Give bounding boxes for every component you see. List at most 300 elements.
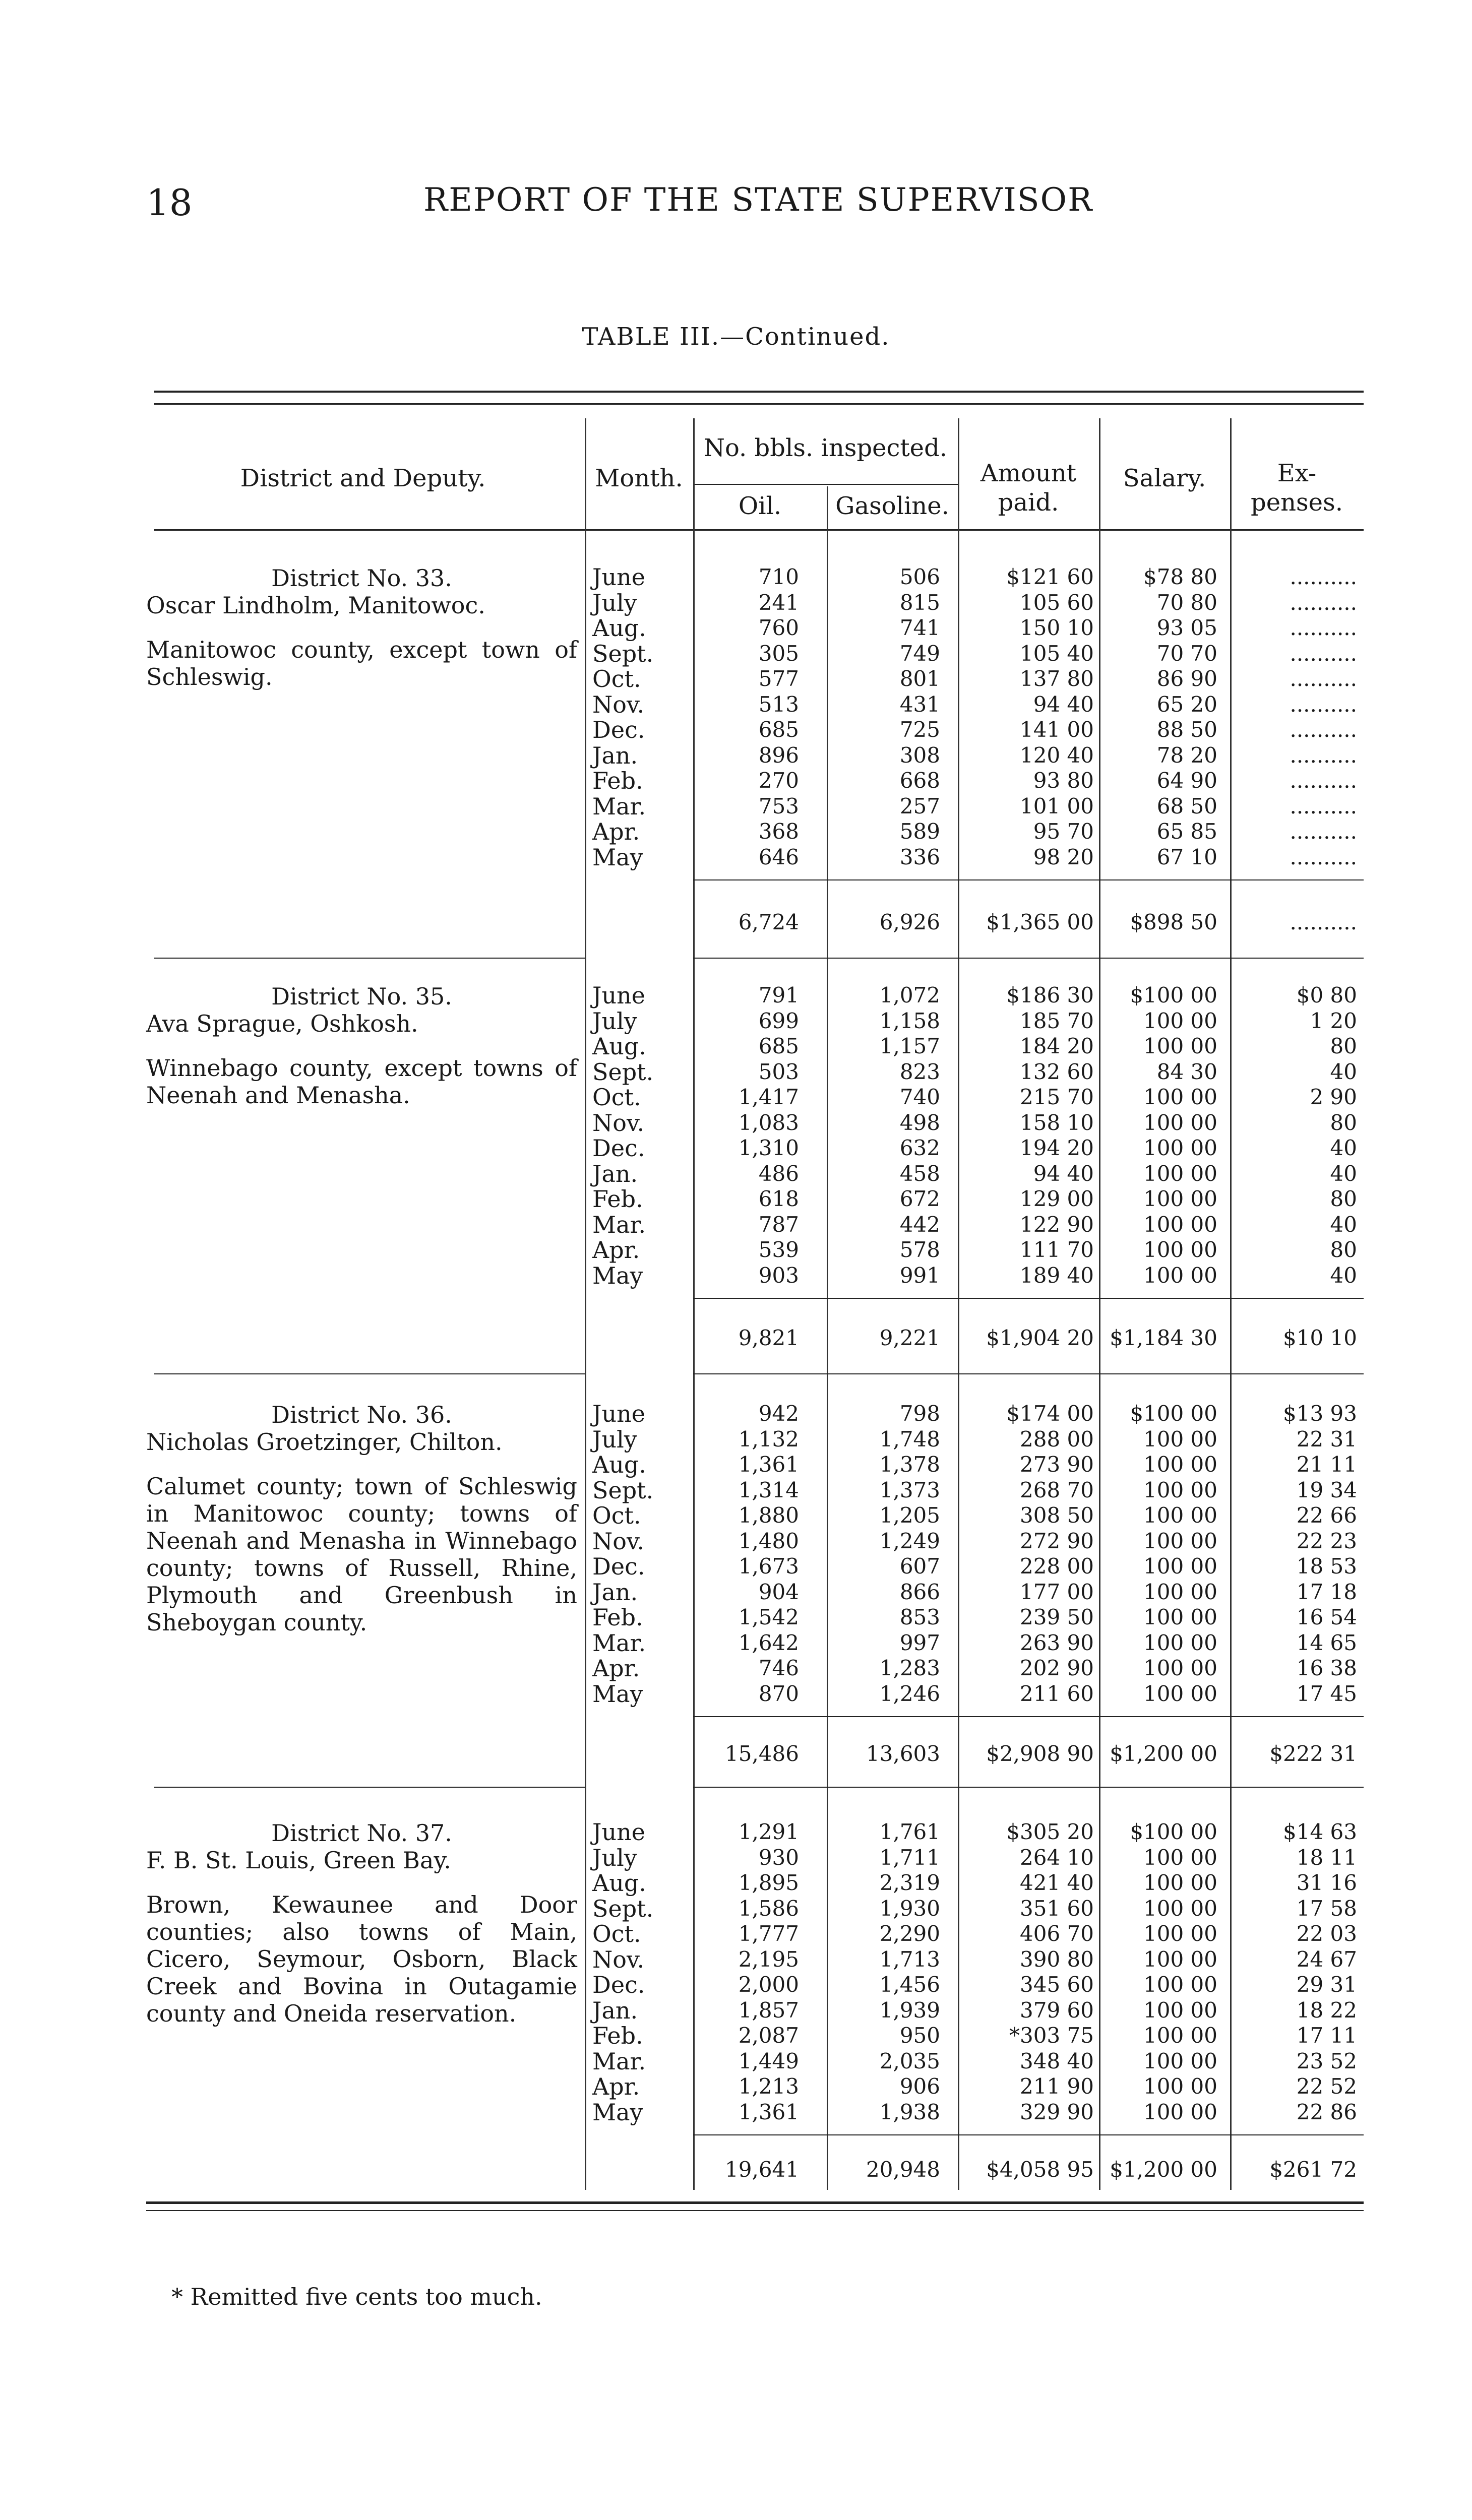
oil-cell: 903 — [758, 1263, 799, 1288]
gasoline-column — [827, 1819, 940, 2125]
amount-cell: 105 60 — [1020, 590, 1094, 615]
header-gasoline: Gasoline. — [835, 492, 949, 520]
gasoline-cell: 801 — [899, 666, 940, 691]
month: Oct. — [592, 1084, 641, 1111]
salary-cell: 67 10 — [1156, 844, 1217, 869]
expenses-cell: 22 66 — [1296, 1503, 1357, 1528]
oil-cell: 241 — [758, 590, 799, 615]
district-name: District No. 37. — [271, 1819, 452, 1847]
oil-cell: 646 — [758, 844, 799, 869]
amount-cell: 202 90 — [1020, 1656, 1094, 1680]
expenses-cell: 22 52 — [1296, 2074, 1357, 2099]
month: Dec. — [592, 716, 645, 743]
oil-cell: 1,310 — [738, 1136, 799, 1160]
gasoline-cell: 950 — [899, 2023, 940, 2048]
gasoline-cell: 823 — [899, 1059, 940, 1084]
expenses-cell: 21 11 — [1296, 1452, 1357, 1477]
expenses-cell: 17 45 — [1296, 1681, 1357, 1706]
month: July — [592, 1425, 637, 1453]
expenses-cell: 18 11 — [1296, 1845, 1357, 1870]
col-line-month — [585, 418, 586, 2190]
gasoline-cell: 336 — [899, 844, 940, 869]
month: Jan. — [592, 1996, 638, 2024]
month: Sept. — [592, 1476, 654, 1504]
salary-cell: 100 00 — [1143, 2048, 1217, 2073]
oil-cell: 618 — [758, 1186, 799, 1211]
total-salary: $1,200 00 — [1110, 1741, 1217, 1766]
expenses-cell: 23 52 — [1296, 2048, 1357, 2073]
salary-cell: 100 00 — [1143, 1605, 1217, 1629]
gasoline-cell: 431 — [899, 691, 940, 717]
salary-cell: 100 00 — [1143, 1528, 1217, 1553]
salary-column — [1101, 1401, 1217, 1707]
totals-rule — [693, 1716, 1364, 1717]
amount-cell: 194 20 — [1020, 1136, 1094, 1160]
oil-cell: 270 — [758, 768, 799, 793]
salary-cell: 100 00 — [1143, 1870, 1217, 1895]
expenses-cell: 17 11 — [1296, 2023, 1357, 2048]
salary-cell: 100 00 — [1143, 1997, 1217, 2023]
oil-cell: 699 — [758, 1008, 799, 1033]
month: June — [592, 982, 645, 1009]
salary-cell: $100 00 — [1130, 1819, 1217, 1844]
amount-column — [955, 1401, 1094, 1707]
amount-cell: 184 20 — [1020, 1034, 1094, 1058]
gasoline-cell: 2,290 — [879, 1921, 940, 1946]
total-salary: $1,184 30 — [1110, 1326, 1217, 1350]
col-line-salary — [1099, 418, 1100, 2190]
salary-cell: 100 00 — [1143, 1452, 1217, 1477]
gasoline-cell: 632 — [899, 1136, 940, 1160]
total-amount: $1,365 00 — [986, 910, 1094, 934]
salary-cell: 100 00 — [1143, 1085, 1217, 1109]
district-block — [146, 564, 577, 690]
amount-cell: 215 70 — [1020, 1085, 1094, 1109]
gasoline-cell: 257 — [899, 793, 940, 818]
expenses-cell: 80 — [1330, 1186, 1357, 1211]
oil-cell: 539 — [758, 1237, 799, 1262]
header-expenses-line2: penses. — [1251, 488, 1343, 517]
gasoline-cell: 1,373 — [879, 1477, 940, 1502]
month: Jan. — [592, 1578, 638, 1606]
table-top-rule-2 — [154, 403, 1364, 405]
oil-cell: 1,314 — [738, 1477, 799, 1502]
amount-cell: 288 00 — [1020, 1426, 1094, 1452]
salary-cell: 70 80 — [1156, 590, 1217, 615]
expenses-cell: 24 67 — [1296, 1946, 1357, 1972]
oil-cell: 760 — [758, 615, 799, 640]
header-district: District and Deputy. — [240, 464, 486, 492]
oil-column — [693, 983, 799, 1288]
oil-cell: 1,083 — [738, 1110, 799, 1135]
expenses-cell: 40 — [1330, 1136, 1357, 1160]
amount-column — [955, 564, 1094, 870]
district-name: District No. 35. — [271, 983, 452, 1010]
expenses-cell: 80 — [1330, 1110, 1357, 1135]
gasoline-cell: 1,456 — [879, 1972, 940, 1997]
salary-cell: 100 00 — [1143, 1845, 1217, 1870]
gasoline-cell: 1,072 — [879, 983, 940, 1007]
expenses-cell: 40 — [1330, 1212, 1357, 1237]
amount-cell: 379 60 — [1020, 1997, 1094, 2023]
salary-cell: 65 20 — [1156, 691, 1217, 717]
oil-cell: 1,895 — [738, 1870, 799, 1895]
totals-rule — [693, 1298, 1364, 1299]
oil-column — [693, 1819, 799, 2125]
month: Dec. — [592, 1553, 645, 1580]
salary-cell: 100 00 — [1143, 1579, 1217, 1604]
expenses-cell: 18 22 — [1296, 1997, 1357, 2023]
salary-cell: $100 00 — [1130, 983, 1217, 1007]
month: Feb. — [592, 767, 643, 794]
deputy-name: Nicholas Groetzinger, Chilton. — [146, 1428, 503, 1456]
deputy-name: Oscar Lindholm, Manitowoc. — [146, 592, 485, 619]
expenses-cell: .......... — [1290, 615, 1357, 640]
amount-cell: *303 75 — [1009, 2023, 1094, 2048]
salary-cell: 100 00 — [1143, 1630, 1217, 1655]
salary-cell: 100 00 — [1143, 1656, 1217, 1680]
month: Apr. — [592, 818, 640, 845]
month: Nov. — [592, 1109, 645, 1137]
expenses-cell: 1 20 — [1310, 1008, 1357, 1033]
expenses-cell: .......... — [1290, 717, 1357, 742]
month: Nov. — [592, 1527, 645, 1555]
gasoline-cell: 498 — [899, 1110, 940, 1135]
salary-cell: 70 70 — [1156, 641, 1217, 666]
expenses-cell: 22 31 — [1296, 1426, 1357, 1452]
amount-cell: 390 80 — [1020, 1946, 1094, 1972]
amount-cell: 158 10 — [1020, 1110, 1094, 1135]
salary-cell: 100 00 — [1143, 1972, 1217, 1997]
total-gasoline: 20,948 — [866, 2157, 940, 2182]
oil-cell: 1,480 — [738, 1528, 799, 1553]
gasoline-cell: 1,283 — [879, 1656, 940, 1680]
amount-cell: 351 60 — [1020, 1896, 1094, 1921]
total-amount: $1,904 20 — [986, 1326, 1094, 1350]
oil-cell: 753 — [758, 793, 799, 818]
total-salary: $1,200 00 — [1110, 2157, 1217, 2182]
salary-cell: 100 00 — [1143, 1034, 1217, 1058]
salary-cell: 100 00 — [1143, 1554, 1217, 1579]
month-column — [592, 1819, 683, 2125]
month: Oct. — [592, 665, 641, 692]
month: Aug. — [592, 1451, 646, 1478]
expenses-cell: .......... — [1290, 793, 1357, 818]
amount-cell: 308 50 — [1020, 1503, 1094, 1528]
expenses-cell: 31 16 — [1296, 1870, 1357, 1895]
expenses-cell: .......... — [1290, 819, 1357, 844]
expenses-cell: 14 65 — [1296, 1630, 1357, 1655]
district-territory: Manitowoc county, except town of Schleswig. — [146, 636, 577, 690]
amount-cell: 272 90 — [1020, 1528, 1094, 1553]
salary-column — [1101, 983, 1217, 1288]
month: May — [592, 1262, 643, 1289]
salary-cell: 100 00 — [1143, 1477, 1217, 1502]
gasoline-cell: 866 — [899, 1579, 940, 1604]
month: Jan. — [592, 1160, 638, 1187]
oil-cell: 942 — [758, 1401, 799, 1426]
gasoline-cell: 997 — [899, 1630, 940, 1655]
amount-cell: 101 00 — [1020, 793, 1094, 818]
salary-cell: 100 00 — [1143, 1426, 1217, 1452]
month-column — [592, 983, 683, 1288]
table-bottom-rule-2 — [146, 2210, 1364, 2211]
gasoline-cell: 1,748 — [879, 1426, 940, 1452]
expenses-cell: $14 63 — [1283, 1819, 1357, 1844]
expenses-cell: .......... — [1290, 590, 1357, 615]
salary-cell: 100 00 — [1143, 2074, 1217, 2099]
gasoline-cell: 798 — [899, 1401, 940, 1426]
amount-cell: 189 40 — [1020, 1263, 1094, 1288]
month: Mar. — [592, 792, 646, 820]
month: Nov. — [592, 690, 645, 718]
page-number: 18 — [146, 181, 193, 224]
gasoline-cell: 1,249 — [879, 1528, 940, 1553]
gasoline-cell: 607 — [899, 1554, 940, 1579]
amount-column — [955, 1819, 1094, 2125]
amount-cell: 273 90 — [1020, 1452, 1094, 1477]
gasoline-cell: 1,938 — [879, 2099, 940, 2124]
oil-column — [693, 1401, 799, 1707]
totals-rule — [693, 2134, 1364, 2135]
month: July — [592, 589, 637, 616]
gasoline-cell: 725 — [899, 717, 940, 742]
expenses-cell: .......... — [1290, 742, 1357, 768]
salary-cell: 100 00 — [1143, 1896, 1217, 1921]
gasoline-cell: 458 — [899, 1161, 940, 1186]
salary-cell: 93 05 — [1156, 615, 1217, 640]
amount-cell: $186 30 — [1006, 983, 1094, 1007]
amount-cell: 137 80 — [1020, 666, 1094, 691]
gasoline-cell: 853 — [899, 1605, 940, 1629]
amount-cell: 129 00 — [1020, 1186, 1094, 1211]
month: May — [592, 1680, 643, 1708]
month: June — [592, 563, 645, 591]
gasoline-cell: 308 — [899, 742, 940, 768]
month: Oct. — [592, 1502, 641, 1529]
oil-cell: 896 — [758, 742, 799, 768]
oil-cell: 1,291 — [738, 1819, 799, 1844]
total-gasoline: 6,926 — [879, 910, 940, 934]
amount-cell: 105 40 — [1020, 641, 1094, 666]
expenses-cell: 2 90 — [1310, 1085, 1357, 1109]
oil-cell: 1,857 — [738, 1997, 799, 2023]
expenses-cell: 40 — [1330, 1059, 1357, 1084]
gasoline-cell: 815 — [899, 590, 940, 615]
oil-cell: 787 — [758, 1212, 799, 1237]
oil-cell: 930 — [758, 1845, 799, 1870]
district-separator — [154, 1373, 585, 1374]
district-name: District No. 33. — [271, 564, 452, 592]
district-separator — [693, 1373, 1364, 1374]
oil-cell: 1,880 — [738, 1503, 799, 1528]
gasoline-cell: 2,319 — [879, 1870, 940, 1895]
expenses-cell: 80 — [1330, 1034, 1357, 1058]
month: Apr. — [592, 1655, 640, 1682]
month: May — [592, 843, 643, 871]
month: Dec. — [592, 1971, 645, 1998]
salary-cell: 100 00 — [1143, 1681, 1217, 1706]
expenses-column — [1230, 1819, 1357, 2125]
month: Mar. — [592, 2047, 646, 2075]
header-amount-line1: Amount — [980, 459, 1077, 487]
header-salary: Salary. — [1123, 464, 1206, 492]
oil-column — [693, 564, 799, 870]
salary-cell: $100 00 — [1130, 1401, 1217, 1426]
expenses-cell: 19 34 — [1296, 1477, 1357, 1502]
salary-cell: 100 00 — [1143, 1136, 1217, 1160]
oil-cell: 503 — [758, 1059, 799, 1084]
salary-cell: 100 00 — [1143, 1008, 1217, 1033]
month: Sept. — [592, 640, 654, 667]
month: Apr. — [592, 2073, 640, 2100]
oil-cell: 513 — [758, 691, 799, 717]
amount-cell: 329 90 — [1020, 2099, 1094, 2124]
totals-rule — [693, 879, 1364, 880]
expenses-cell: .......... — [1290, 844, 1357, 869]
header-oil: Oil. — [738, 492, 782, 520]
oil-cell: 791 — [758, 983, 799, 1007]
district-block — [146, 983, 577, 1109]
salary-column — [1101, 1819, 1217, 2125]
amount-cell: 345 60 — [1020, 1972, 1094, 1997]
salary-cell: $78 80 — [1143, 564, 1217, 589]
deputy-name: F. B. St. Louis, Green Bay. — [146, 1847, 451, 1874]
amount-cell: 211 90 — [1020, 2074, 1094, 2099]
amount-cell: 94 40 — [1033, 691, 1094, 717]
expenses-cell: .......... — [1290, 691, 1357, 717]
expenses-cell: 40 — [1330, 1263, 1357, 1288]
salary-cell: 100 00 — [1143, 1161, 1217, 1186]
footnote: * Remitted five cents too much. — [171, 2283, 542, 2310]
expenses-column — [1230, 1401, 1357, 1707]
gasoline-cell: 1,761 — [879, 1819, 940, 1844]
gasoline-cell: 991 — [899, 1263, 940, 1288]
header-inspected: No. bbls. inspected. — [703, 434, 948, 462]
amount-cell: 228 00 — [1020, 1554, 1094, 1579]
district-separator — [693, 958, 1364, 959]
month: Aug. — [592, 614, 646, 642]
amount-cell: $305 20 — [1006, 1819, 1094, 1844]
district-separator — [154, 958, 585, 959]
amount-cell: 421 40 — [1020, 1870, 1094, 1895]
month: Feb. — [592, 1185, 643, 1213]
gasoline-cell: 1,246 — [879, 1681, 940, 1706]
amount-cell: 111 70 — [1020, 1237, 1094, 1262]
amount-cell: 122 90 — [1020, 1212, 1094, 1237]
gasoline-cell: 1,713 — [879, 1946, 940, 1972]
expenses-cell: 16 54 — [1296, 1605, 1357, 1629]
total-oil: 6,724 — [738, 910, 799, 934]
header-bottom-rule — [154, 529, 1364, 531]
month: May — [592, 2098, 643, 2126]
amount-cell: $121 60 — [1006, 564, 1094, 589]
expenses-cell: 22 86 — [1296, 2099, 1357, 2124]
gasoline-column — [827, 1401, 940, 1707]
oil-cell: 2,000 — [738, 1972, 799, 1997]
oil-cell: 486 — [758, 1161, 799, 1186]
oil-cell: 685 — [758, 717, 799, 742]
gasoline-cell: 740 — [899, 1085, 940, 1109]
total-amount: $4,058 95 — [986, 2157, 1094, 2182]
month: Oct. — [592, 1920, 641, 1947]
expenses-cell: .......... — [1290, 768, 1357, 793]
month: Jan. — [592, 741, 638, 769]
amount-column — [955, 983, 1094, 1288]
expenses-cell: 16 38 — [1296, 1656, 1357, 1680]
salary-cell: 100 00 — [1143, 1263, 1217, 1288]
total-expenses: $261 72 — [1269, 2157, 1357, 2182]
salary-cell: 100 00 — [1143, 2099, 1217, 2124]
salary-cell: 100 00 — [1143, 1212, 1217, 1237]
gasoline-cell: 906 — [899, 2074, 940, 2099]
gasoline-cell: 506 — [899, 564, 940, 589]
oil-cell: 1,213 — [738, 2074, 799, 2099]
oil-cell: 1,361 — [738, 2099, 799, 2124]
amount-cell: 211 60 — [1020, 1681, 1094, 1706]
salary-cell: 100 00 — [1143, 1237, 1217, 1262]
oil-cell: 1,777 — [738, 1921, 799, 1946]
amount-cell: 94 40 — [1033, 1161, 1094, 1186]
gasoline-cell: 1,711 — [879, 1845, 940, 1870]
gasoline-cell: 668 — [899, 768, 940, 793]
header-amount-line2: paid. — [998, 488, 1059, 517]
expenses-cell: .......... — [1290, 641, 1357, 666]
month: July — [592, 1844, 637, 1871]
expenses-cell: .......... — [1290, 666, 1357, 691]
salary-cell: 100 00 — [1143, 1186, 1217, 1211]
amount-cell: 141 00 — [1020, 717, 1094, 742]
gasoline-cell: 2,035 — [879, 2048, 940, 2073]
gasoline-cell: 578 — [899, 1237, 940, 1262]
gasoline-cell: 1,157 — [879, 1034, 940, 1058]
month: Mar. — [592, 1629, 646, 1657]
gasoline-column — [827, 564, 940, 870]
gasoline-column — [827, 983, 940, 1288]
oil-cell: 1,361 — [738, 1452, 799, 1477]
header-expenses — [1230, 459, 1364, 517]
total-expenses: $10 10 — [1283, 1326, 1357, 1350]
table-top-rule — [154, 391, 1364, 393]
expenses-cell: 17 18 — [1296, 1579, 1357, 1604]
oil-cell: 1,417 — [738, 1085, 799, 1109]
oil-cell: 870 — [758, 1681, 799, 1706]
expenses-cell: 22 03 — [1296, 1921, 1357, 1946]
oil-cell: 746 — [758, 1656, 799, 1680]
district-block — [146, 1401, 577, 1636]
salary-cell: 100 00 — [1143, 1503, 1217, 1528]
oil-cell: 368 — [758, 819, 799, 844]
oil-cell: 1,132 — [738, 1426, 799, 1452]
running-head: REPORT OF THE STATE SUPERVISOR — [423, 181, 1093, 219]
expenses-cell: $13 93 — [1283, 1401, 1357, 1426]
total-expenses: .......... — [1290, 910, 1357, 934]
amount-cell: 150 10 — [1020, 615, 1094, 640]
district-name: District No. 36. — [271, 1401, 452, 1428]
expenses-cell: .......... — [1290, 564, 1357, 589]
month: Aug. — [592, 1033, 646, 1060]
gasoline-cell: 749 — [899, 641, 940, 666]
amount-cell: 120 40 — [1020, 742, 1094, 768]
district-block — [146, 1819, 577, 2027]
total-amount: $2,908 90 — [986, 1741, 1094, 1766]
total-expenses: $222 31 — [1269, 1741, 1357, 1766]
gasoline-cell: 1,930 — [879, 1896, 940, 1921]
expenses-cell: 22 23 — [1296, 1528, 1357, 1553]
gasoline-cell: 1,205 — [879, 1503, 940, 1528]
amount-cell: 95 70 — [1033, 819, 1094, 844]
expenses-column — [1230, 983, 1357, 1288]
